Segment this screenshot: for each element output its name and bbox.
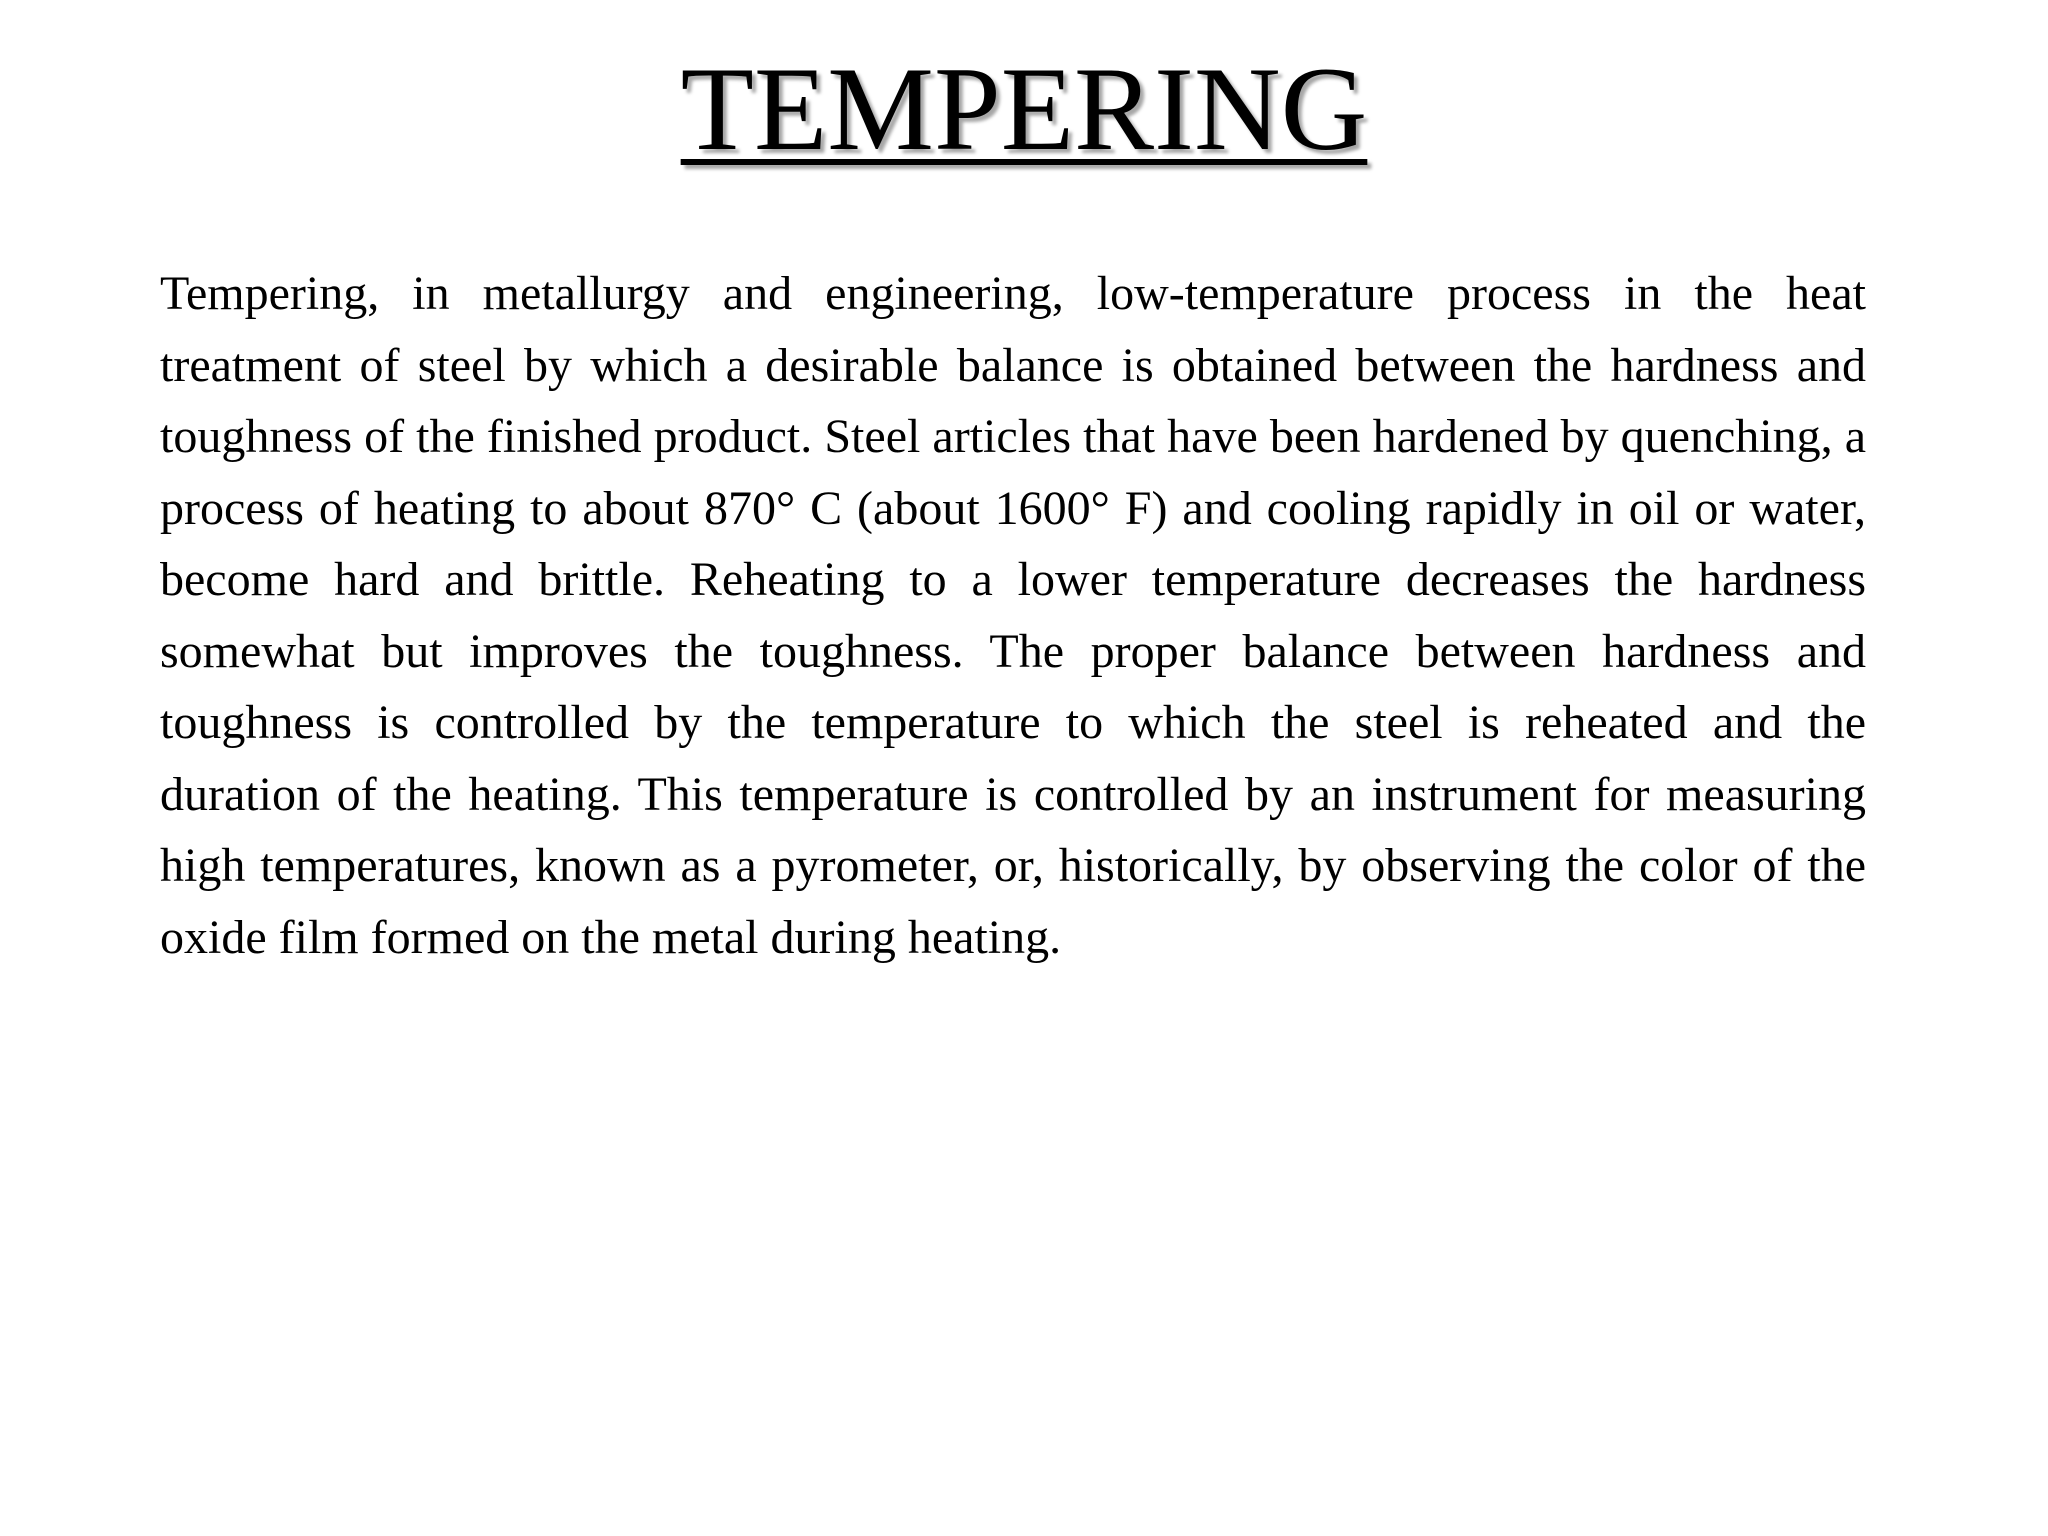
slide-body-paragraph: Tempering, in metallurgy and engineering, low-temperature process in the heat treatment of steel by which a desirable balance is obtained between the hardness and toughness of the finished product. Steel articles that have been hardened by quenching, a process of heating to about 870° C (about 1600° F) and cooling rapidly in oil or water, become hard and brittle. Reheating to a lower temperature decreases the hardness somewhat but improves the toughness. The proper balance between hardness and toughness is controlled by the temperature to which the steel is reheated and the duration of the heating. This temperature is controlled by an instrument for measuring high temperatures, known as a pyrometer, or, historically, by observing the color of the oxide film formed on the metal during heating. <box>160 267 1866 964</box>
slide-title: TEMPERING <box>680 42 1368 175</box>
